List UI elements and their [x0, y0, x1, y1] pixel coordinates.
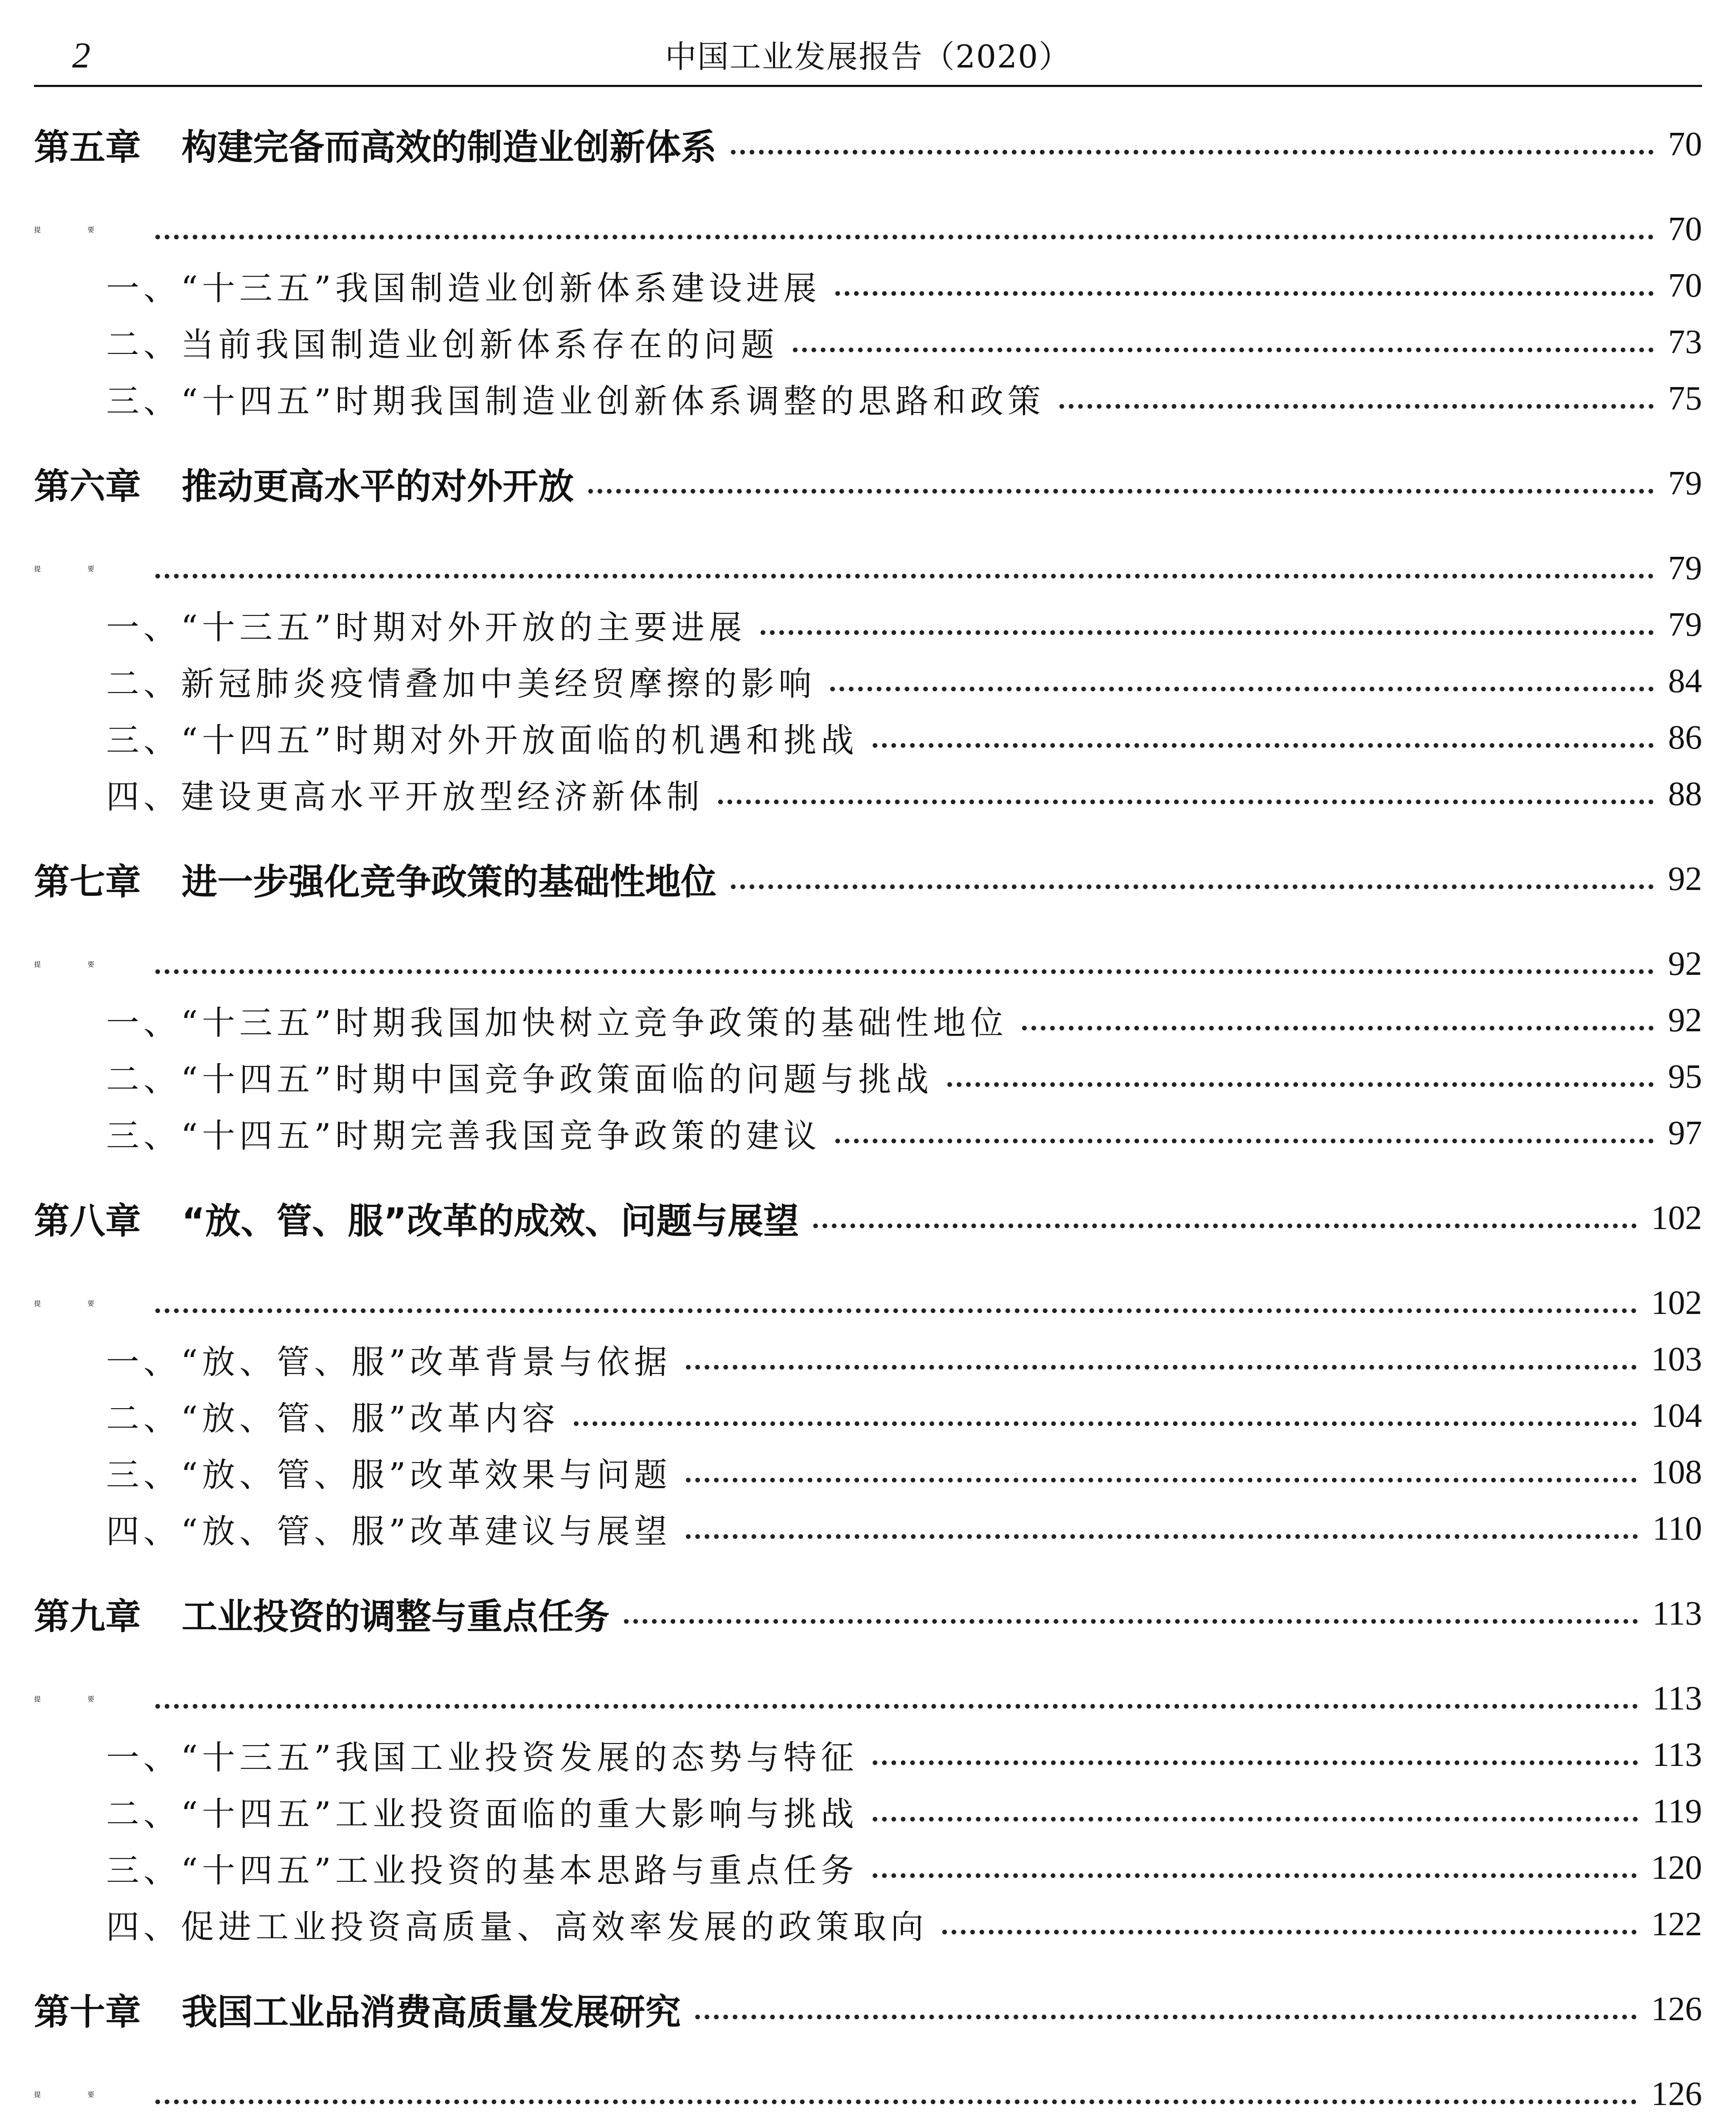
page-reference: 92 — [1668, 945, 1702, 982]
section-title: 三、“十四五”时期完善我国竞争政策的建议 — [106, 1117, 821, 1155]
page-reference: 95 — [1668, 1058, 1702, 1095]
toc-section-entry — [34, 771, 1702, 817]
chapter-number: 第七章 — [34, 861, 141, 903]
toc-summary-entry — [34, 2071, 1702, 2117]
page-number: 2 — [72, 35, 90, 76]
page-reference: 102 — [1651, 1284, 1702, 1322]
dot-leader — [155, 1308, 1637, 1313]
toc-summary-entry — [34, 1280, 1702, 1326]
dot-leader — [731, 150, 1654, 154]
toc-section-entry — [34, 1449, 1702, 1496]
chapter-heading — [34, 1984, 681, 2035]
page-reference: 102 — [1651, 1199, 1702, 1237]
running-head-title: 中国工业发展报告（2020） — [665, 39, 1071, 75]
dot-leader — [624, 1619, 1638, 1624]
chapter-title: 推动更高水平的对外开放 — [182, 465, 574, 507]
chapter-heading — [34, 1588, 610, 1639]
summary-title: 提要 — [34, 225, 141, 234]
page-reference: 79 — [1668, 549, 1702, 587]
toc-chapter-entry — [34, 1590, 1702, 1637]
section-title: 四、建设更高水平开放型经济新体制 — [106, 778, 704, 816]
dot-leader — [873, 1760, 1638, 1765]
dot-leader — [718, 800, 1654, 804]
chapter-number: 第五章 — [34, 126, 141, 168]
section-title: 二、“十四五”工业投资面临的重大影响与挑战 — [106, 1795, 858, 1833]
page-reference: 97 — [1668, 1114, 1702, 1152]
dot-leader — [686, 1365, 1637, 1370]
section-title: 一、“十三五”我国工业投资发展的态势与特征 — [106, 1739, 858, 1777]
page-reference: 113 — [1652, 1594, 1702, 1632]
page-reference: 70 — [1668, 267, 1702, 304]
dot-leader — [155, 574, 1654, 578]
chapter-number: 第十章 — [34, 1991, 141, 2033]
page-reference: 75 — [1668, 379, 1702, 417]
toc-chapter-entry — [34, 1195, 1702, 1241]
section-title: 二、当前我国制造业创新体系存在的问题 — [106, 326, 779, 364]
toc-summary-entry — [34, 545, 1702, 592]
section-title: 二、“十四五”时期中国竞争政策面临的问题与挑战 — [106, 1061, 933, 1099]
toc-summary-entry — [34, 940, 1702, 987]
page-reference: 126 — [1651, 2075, 1702, 2113]
toc-section-entry — [34, 1901, 1702, 1948]
dot-leader — [873, 1873, 1637, 1878]
page-reference: 110 — [1652, 1510, 1702, 1547]
toc-section-entry — [34, 262, 1702, 309]
toc-section-entry — [34, 1505, 1702, 1552]
section-title: 四、“放、管、服”改革建议与展望 — [106, 1513, 671, 1551]
chapter-title: 工业投资的调整与重点任务 — [182, 1595, 610, 1637]
toc-section-entry — [34, 1053, 1702, 1100]
section-title: 三、“十四五”时期我国制造业创新体系调整的思路和政策 — [106, 382, 1045, 421]
dot-leader — [835, 291, 1654, 296]
page-reference: 70 — [1668, 210, 1702, 248]
toc-summary-entry — [34, 1675, 1702, 1722]
toc-section-entry — [34, 1788, 1702, 1835]
page-reference: 79 — [1668, 606, 1702, 643]
summary-title: 提要 — [34, 2090, 141, 2099]
dot-leader — [942, 1930, 1637, 1934]
dot-leader — [793, 348, 1654, 352]
chapter-number: 第八章 — [34, 1200, 141, 1242]
dot-leader — [761, 630, 1654, 635]
dot-leader — [155, 969, 1654, 974]
toc-section-entry — [34, 601, 1702, 648]
chapter-title: 我国工业品消费高质量发展研究 — [182, 1991, 681, 2033]
chapter-number: 第九章 — [34, 1595, 141, 1637]
dot-leader — [155, 1704, 1638, 1709]
page-reference: 113 — [1652, 1679, 1702, 1717]
dot-leader — [155, 235, 1654, 239]
page-reference: 84 — [1668, 662, 1702, 700]
dot-leader — [686, 1534, 1638, 1539]
page-reference: 79 — [1668, 464, 1702, 502]
toc-section-entry — [34, 997, 1702, 1044]
page-reference: 108 — [1651, 1453, 1702, 1491]
chapter-heading — [34, 119, 716, 170]
chapter-heading — [34, 458, 574, 509]
toc-chapter-entry — [34, 1986, 1702, 2032]
dot-leader — [1059, 404, 1654, 409]
chapter-title: “放、管、服”改革的成效、问题与展望 — [182, 1200, 799, 1242]
section-title: 三、“十四五”时期对外开放面临的机遇和挑战 — [106, 721, 858, 760]
summary-title: 提要 — [34, 1299, 141, 1308]
dot-leader — [813, 1224, 1637, 1228]
summary-title: 提要 — [34, 960, 141, 968]
section-title: 三、“十四五”工业投资的基本思路与重点任务 — [106, 1852, 858, 1890]
toc-chapter-entry — [34, 856, 1702, 902]
toc-section-entry — [34, 1110, 1702, 1156]
chapter-number: 第六章 — [34, 465, 141, 507]
dot-leader — [873, 743, 1654, 748]
toc-section-entry — [34, 375, 1702, 422]
toc-section-entry — [34, 658, 1702, 705]
section-title: 一、“放、管、服”改革背景与依据 — [106, 1343, 671, 1381]
chapter-heading — [34, 1193, 799, 1244]
toc-section-entry — [34, 1336, 1702, 1383]
page-reference: 119 — [1652, 1792, 1702, 1830]
toc-section-entry — [34, 1392, 1702, 1439]
toc-section-entry — [34, 319, 1702, 365]
page-reference: 92 — [1668, 860, 1702, 898]
section-title: 四、促进工业投资高质量、高效率发展的政策取向 — [106, 1908, 928, 1946]
dot-leader — [947, 1082, 1654, 1087]
toc-chapter-entry — [34, 460, 1702, 507]
dot-leader — [873, 1817, 1638, 1822]
page-reference: 73 — [1668, 323, 1702, 361]
toc-section-entry — [34, 1844, 1702, 1891]
dot-leader — [155, 2100, 1637, 2104]
page-reference: 120 — [1651, 1849, 1702, 1886]
section-title: 二、“放、管、服”改革内容 — [106, 1400, 559, 1438]
section-title: 一、“十三五”时期对外开放的主要进展 — [106, 609, 746, 647]
section-title: 三、“放、管、服”改革效果与问题 — [106, 1456, 671, 1494]
page-reference: 92 — [1668, 1001, 1702, 1039]
dot-leader — [830, 687, 1654, 691]
page-reference: 126 — [1651, 1990, 1702, 2028]
page-reference: 104 — [1651, 1397, 1702, 1434]
toc-summary-entry — [34, 206, 1702, 253]
page-reference: 103 — [1651, 1340, 1702, 1378]
page-reference: 113 — [1652, 1736, 1702, 1774]
section-title: 一、“十三五”时期我国加快树立竞争政策的基础性地位 — [106, 1004, 1008, 1042]
chapter-title: 构建完备而高效的制造业创新体系 — [182, 126, 717, 168]
toc-section-entry — [34, 1732, 1702, 1778]
dot-leader — [588, 489, 1654, 494]
toc-chapter-entry — [34, 121, 1702, 168]
summary-title: 提要 — [34, 564, 141, 573]
chapter-heading — [34, 853, 716, 905]
dot-leader — [731, 884, 1654, 889]
page-reference: 70 — [1668, 125, 1702, 163]
dot-leader — [695, 2015, 1637, 2019]
dot-leader — [574, 1421, 1637, 1426]
section-title: 二、新冠肺炎疫情叠加中美经贸摩擦的影响 — [106, 665, 816, 703]
section-title: 一、“十三五”我国制造业创新体系建设进展 — [106, 269, 821, 308]
summary-title: 提要 — [34, 1695, 141, 1703]
dot-leader — [1022, 1026, 1654, 1030]
page-reference: 88 — [1668, 775, 1702, 813]
dot-leader — [835, 1139, 1654, 1143]
toc-section-entry — [34, 714, 1702, 761]
page-reference: 122 — [1651, 1905, 1702, 1943]
page-reference: 86 — [1668, 719, 1702, 756]
dot-leader — [686, 1478, 1637, 1482]
chapter-title: 进一步强化竞争政策的基础性地位 — [182, 861, 717, 903]
